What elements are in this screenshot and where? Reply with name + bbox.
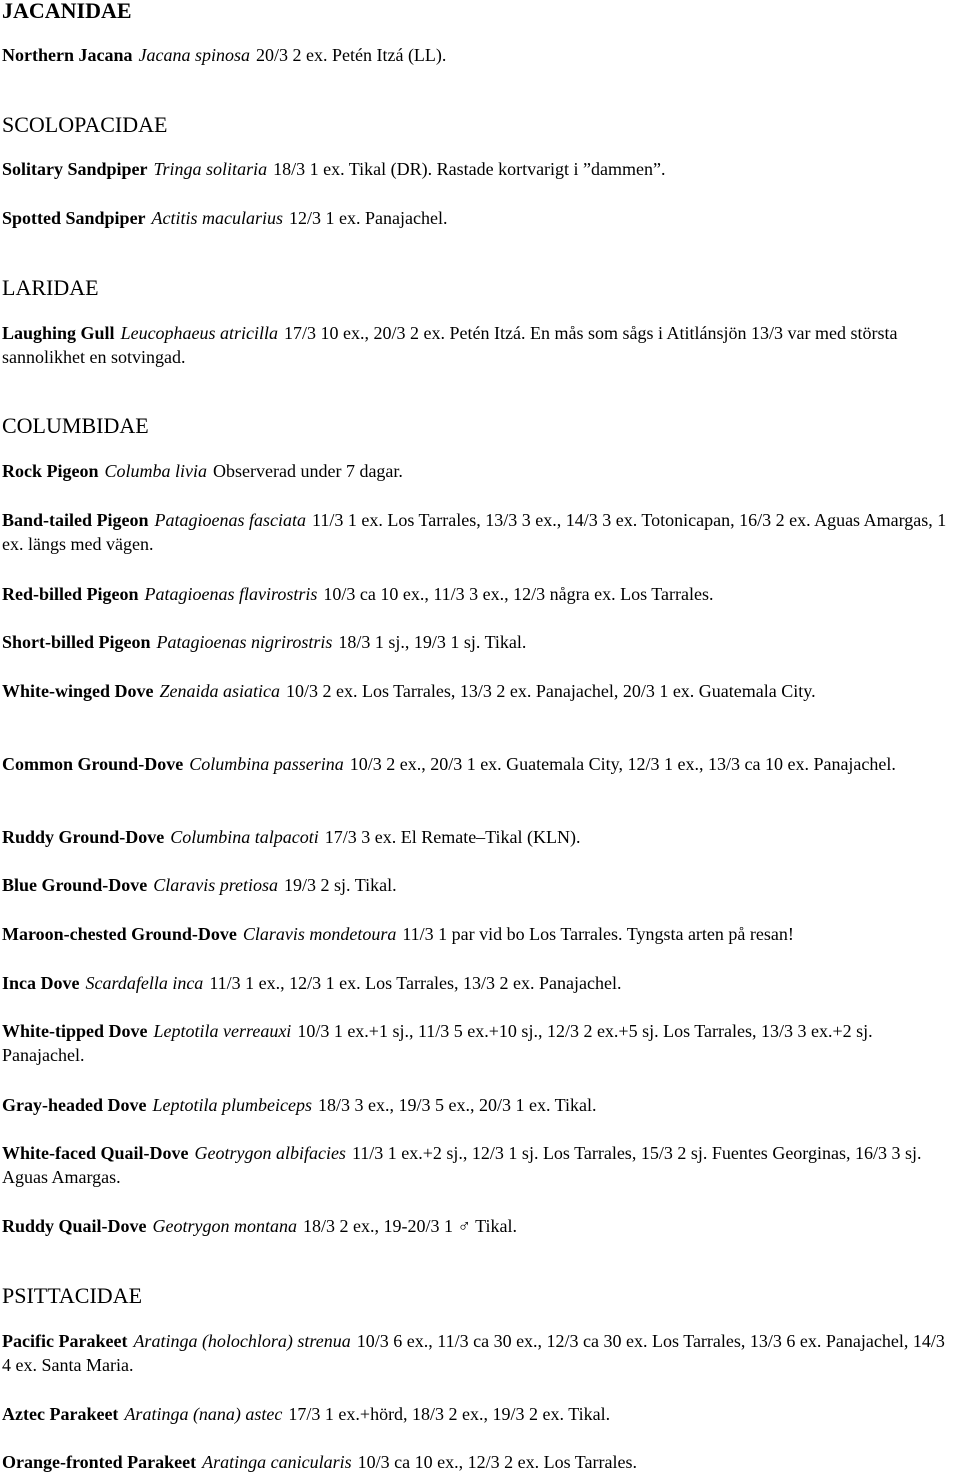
scientific-name: Aratinga (holochlora) strenua [133,1331,351,1351]
observation-text: 18/3 1 sj., 19/3 1 sj. Tikal. [338,632,527,652]
family-heading-psittacidae: PSITTACIDAE [2,1283,143,1308]
species-entry-short-billed-pigeon [2,630,957,654]
observation-text: 20/3 2 ex. Petén Itzá (LL). [255,45,447,65]
species-entry-northern-jacana [2,43,957,67]
observation-text: 11/3 1 ex. Los Tarrales, 13/3 3 ex., 14/3 3 ex. Totonicapan, 16/3 2 ex. Aguas Amargas, 1 ex. längs med vägen. [2,510,947,554]
common-name: Band-tailed Pigeon [2,510,149,530]
species-entry-pacific-parakeet [2,1329,957,1377]
family-heading-jacanidae: JACANIDAE [2,0,132,23]
species-entry-ruddy-quail-dove [2,1214,957,1238]
common-name: Maroon-chested Ground-Dove [2,924,237,944]
common-name: Rock Pigeon [2,461,99,481]
common-name: Northern Jacana [2,45,133,65]
observation-text: 17/3 1 ex.+hörd, 18/3 2 ex., 19/3 2 ex. Tikal. [288,1404,611,1424]
common-name: Ruddy Quail-Dove [2,1216,147,1236]
common-name: Orange-fronted Parakeet [2,1452,197,1472]
observation-text: 18/3 2 ex., 19-20/3 1 ♂ Tikal. [303,1216,518,1236]
scientific-name: Leptotila plumbeiceps [152,1095,312,1115]
scientific-name: Columbina passerina [189,754,344,774]
scientific-name: Columba livia [104,461,207,481]
scientific-name: Jacana spinosa [138,45,250,65]
scientific-name: Aratinga (nana) astec [124,1404,283,1424]
common-name: Solitary Sandpiper [2,159,148,179]
observation-text: 12/3 1 ex. Panajachel. [289,208,448,228]
scientific-name: Tringa solitaria [153,159,268,179]
species-entry-ruddy-ground-dove [2,825,957,849]
scientific-name: Geotrygon albifacies [194,1143,346,1163]
observation-text: 10/3 1 ex.+1 sj., 11/3 5 ex.+10 sj., 12/3 2 ex.+5 sj. Los Tarrales, 13/3 3 ex.+2 sj. Panajachel. [2,1021,873,1065]
scientific-name: Leptotila verreauxi [153,1021,292,1041]
species-entry-orange-fronted-parakeet [2,1450,957,1474]
observation-text: 18/3 3 ex., 19/3 5 ex., 20/3 1 ex. Tikal. [317,1095,597,1115]
scientific-name: Claravis pretiosa [153,875,279,895]
observation-text: 10/3 6 ex., 11/3 ca 30 ex., 12/3 ca 30 ex. Los Tarrales, 13/3 6 ex. Panajachel, 14/3 4 ex. Santa Maria. [2,1331,945,1375]
observation-text: 11/3 1 par vid bo Los Tarrales. Tyngsta arten på resan! [402,924,794,944]
scientific-name: Geotrygon montana [152,1216,298,1236]
common-name: Short-billed Pigeon [2,632,151,652]
family-heading-scolopacidae: SCOLOPACIDAE [2,112,168,137]
scientific-name: Patagioenas flavirostris [144,584,318,604]
species-entry-band-tailed-pigeon [2,508,957,556]
family-heading-laridae: LARIDAE [2,275,99,300]
species-entry-spotted-sandpiper [2,206,957,230]
scientific-name: Patagioenas fasciata [154,510,307,530]
species-entry-rock-pigeon [2,459,957,483]
scientific-name: Claravis mondetoura [242,924,397,944]
scientific-name: Actitis macularius [151,208,284,228]
species-entry-blue-ground-dove [2,873,957,897]
observation-text: 17/3 3 ex. El Remate–Tikal (KLN). [324,827,581,847]
species-entry-white-winged-dove [2,679,957,703]
observation-text: 18/3 1 ex. Tikal (DR). Rastade kortvarigt i ”dammen”. [273,159,666,179]
common-name: Gray-headed Dove [2,1095,147,1115]
common-name: Pacific Parakeet [2,1331,128,1351]
observation-text: Observerad under 7 dagar. [213,461,403,481]
species-entry-solitary-sandpiper [2,157,957,181]
scientific-name: Aratinga canicularis [202,1452,352,1472]
species-entry-gray-headed-dove [2,1093,957,1117]
family-heading-columbidae: COLUMBIDAE [2,413,149,438]
common-name: Aztec Parakeet [2,1404,119,1424]
common-name: White-tipped Dove [2,1021,148,1041]
scientific-name: Patagioenas nigrirostris [156,632,333,652]
species-entry-red-billed-pigeon [2,582,957,606]
observation-text: 17/3 10 ex., 20/3 2 ex. Petén Itzá. En mås som sågs i Atitlánsjön 13/3 var med största sannolikhet en sotvingad. [2,323,898,367]
observation-text: 11/3 1 ex.+2 sj., 12/3 1 sj. Los Tarrales, 15/3 2 sj. Fuentes Georginas, 16/3 3 sj. Aguas Amargas. [2,1143,922,1187]
species-entry-inca-dove [2,971,957,995]
species-entry-laughing-gull [2,321,957,369]
scientific-name: Columbina talpacoti [170,827,319,847]
common-name: Blue Ground-Dove [2,875,148,895]
species-entry-common-ground-dove [2,752,957,776]
scientific-name: Scardafella inca [85,973,204,993]
observation-text: 19/3 2 sj. Tikal. [284,875,397,895]
observation-text: 10/3 2 ex., 20/3 1 ex. Guatemala City, 12/3 1 ex., 13/3 ca 10 ex. Panajachel. [349,754,896,774]
species-entry-white-faced-quail-dove [2,1141,957,1189]
species-entry-maroon-chested-ground-dove [2,922,957,946]
scientific-name: Zenaida asiatica [159,681,280,701]
species-entry-aztec-parakeet [2,1402,957,1426]
observation-text: 10/3 ca 10 ex., 12/3 2 ex. Los Tarrales. [357,1452,637,1472]
common-name: White-faced Quail-Dove [2,1143,189,1163]
observation-text: 10/3 2 ex. Los Tarrales, 13/3 2 ex. Panajachel, 20/3 1 ex. Guatemala City. [286,681,816,701]
common-name: White-winged Dove [2,681,154,701]
scientific-name: Leucophaeus atricilla [120,323,279,343]
common-name: Red-billed Pigeon [2,584,139,604]
species-entry-white-tipped-dove [2,1019,957,1067]
common-name: Laughing Gull [2,323,115,343]
common-name: Ruddy Ground-Dove [2,827,165,847]
observation-text: 11/3 1 ex., 12/3 1 ex. Los Tarrales, 13/3 2 ex. Panajachel. [209,973,622,993]
common-name: Spotted Sandpiper [2,208,146,228]
observation-text: 10/3 ca 10 ex., 11/3 3 ex., 12/3 några ex. Los Tarrales. [323,584,714,604]
common-name: Common Ground-Dove [2,754,184,774]
common-name: Inca Dove [2,973,80,993]
